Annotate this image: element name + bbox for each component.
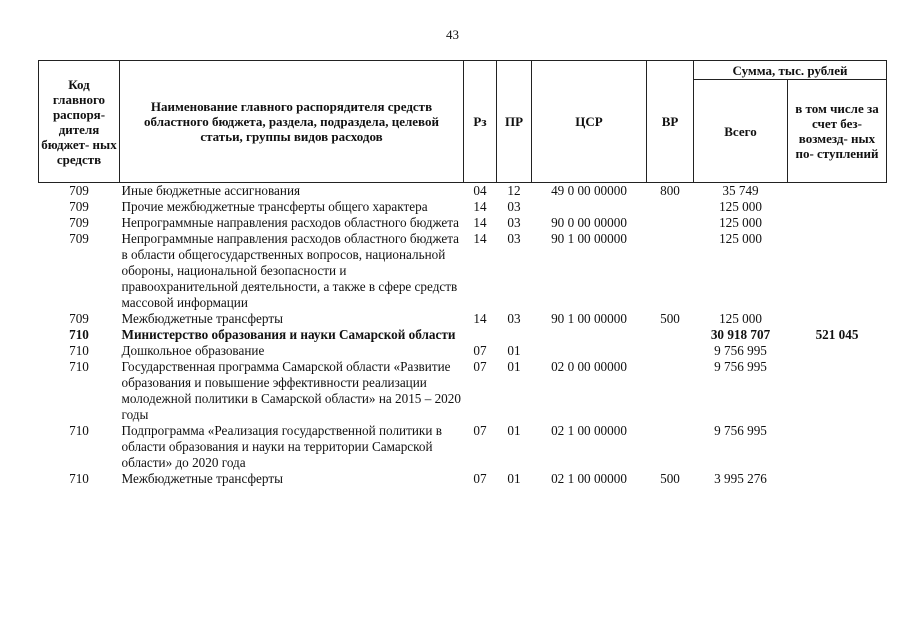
table-row — [39, 471, 887, 487]
cell-name: Прочие межбюджетные трансферты общего характера — [121, 199, 428, 214]
cell-csr: 02 1 00 00000 — [551, 471, 627, 486]
cell-pr: 03 — [507, 215, 521, 230]
cell-vr: 800 — [660, 183, 680, 198]
cell-pr: 01 — [507, 423, 521, 438]
table-row — [39, 183, 887, 200]
header-csr: ЦСР — [532, 61, 647, 183]
table-body — [39, 183, 887, 488]
cell-code: 710 — [69, 471, 89, 486]
cell-name: Государственная программа Самарской области «Развитие образования и повышение эффективности реализации молодежной политики в Самарской области» на 2015 – 2020 годы — [121, 359, 461, 422]
cell-csr — [532, 343, 647, 359]
cell-gratis — [788, 199, 887, 215]
cell-rz: 07 — [473, 471, 487, 486]
cell-rz — [464, 327, 497, 343]
cell-rz: 04 — [473, 183, 487, 198]
cell-vr — [647, 199, 694, 215]
cell-total: 125 000 — [719, 311, 762, 326]
cell-gratis — [788, 183, 887, 200]
cell-name: Министерство образования и науки Самарской области — [121, 327, 456, 342]
cell-total: 125 000 — [719, 199, 762, 214]
cell-code: 709 — [69, 215, 89, 230]
table-row — [39, 215, 887, 231]
cell-total: 9 756 995 — [714, 343, 767, 358]
header-total: Всего — [694, 80, 788, 183]
cell-gratis — [788, 231, 887, 311]
cell-gratis — [788, 423, 887, 471]
cell-gratis: 521 045 — [815, 327, 859, 342]
cell-rz: 14 — [473, 215, 487, 230]
cell-name: Дошкольное образование — [121, 343, 265, 358]
cell-pr: 01 — [507, 343, 521, 358]
table-row — [39, 359, 887, 423]
cell-pr: 03 — [507, 231, 521, 246]
header-sum: Сумма, тыс. рублей — [694, 61, 887, 80]
cell-csr: 02 1 00 00000 — [551, 423, 627, 438]
cell-pr: 03 — [507, 199, 521, 214]
table-row — [39, 343, 887, 359]
cell-gratis — [788, 471, 887, 487]
cell-total: 9 756 995 — [714, 423, 767, 438]
header-name: Наименование главного распорядителя средств областного бюджета, раздела, подраздела, целевой статьи, группы видов расходов — [120, 61, 464, 183]
cell-code: 710 — [69, 343, 89, 358]
cell-total: 30 918 707 — [710, 327, 771, 342]
header-pr: ПР — [497, 61, 532, 183]
cell-vr — [647, 215, 694, 231]
header-gratis: в том числе за счет без- возмезд- ных по- ступлений — [788, 80, 887, 183]
cell-name: Непрограммные направления расходов областного бюджета в области общегосударственных вопросов, национальной обороны, национальной безопасности и правоохранительной деятельности, а также в сфере средств массовой информации — [121, 231, 460, 310]
cell-rz: 07 — [473, 343, 487, 358]
table-row — [39, 231, 887, 311]
cell-rz: 07 — [473, 423, 487, 438]
cell-total: 3 995 276 — [714, 471, 767, 486]
cell-total: 125 000 — [719, 215, 762, 230]
cell-csr — [532, 199, 647, 215]
cell-total: 9 756 995 — [714, 359, 767, 374]
cell-csr: 90 1 00 00000 — [551, 231, 627, 246]
cell-pr: 03 — [507, 311, 521, 326]
cell-name: Иные бюджетные ассигнования — [121, 183, 301, 198]
table-row — [39, 423, 887, 471]
cell-vr: 500 — [660, 311, 680, 326]
cell-gratis — [788, 311, 887, 327]
table-row — [39, 327, 887, 343]
cell-vr — [647, 343, 694, 359]
header-rz: Рз — [464, 61, 497, 183]
cell-csr: 90 0 00 00000 — [551, 215, 627, 230]
cell-rz: 14 — [473, 231, 487, 246]
cell-total: 35 749 — [722, 183, 759, 198]
cell-gratis — [788, 343, 887, 359]
cell-vr: 500 — [660, 471, 680, 486]
table-row — [39, 311, 887, 327]
cell-code: 710 — [69, 327, 89, 342]
cell-code: 710 — [69, 423, 89, 438]
cell-code: 709 — [69, 199, 89, 214]
budget-table — [38, 60, 887, 487]
cell-rz: 07 — [473, 359, 487, 374]
cell-vr — [647, 231, 694, 311]
header-vr: ВР — [647, 61, 694, 183]
cell-gratis — [788, 359, 887, 423]
table-header — [39, 61, 887, 183]
cell-code: 710 — [69, 359, 89, 374]
page-number: 43 — [446, 27, 459, 42]
cell-total: 125 000 — [719, 231, 762, 246]
cell-vr — [647, 359, 694, 423]
cell-pr: 01 — [507, 471, 521, 486]
cell-csr: 49 0 00 00000 — [551, 183, 627, 198]
table-row — [39, 199, 887, 215]
cell-pr — [497, 327, 532, 343]
cell-name: Межбюджетные трансферты — [121, 311, 283, 326]
cell-csr: 02 0 00 00000 — [551, 359, 627, 374]
cell-pr: 01 — [507, 359, 521, 374]
cell-name: Подпрограмма «Реализация государственной политики в области образования и науки на территории Самарской области» до 2020 года — [121, 423, 442, 470]
cell-code: 709 — [69, 231, 89, 246]
cell-rz: 14 — [473, 311, 487, 326]
cell-pr: 12 — [507, 183, 521, 198]
cell-name: Межбюджетные трансферты — [121, 471, 283, 486]
cell-code: 709 — [69, 183, 89, 198]
cell-csr — [532, 327, 647, 343]
header-code: Код главного распоря- дителя бюджет- ных средств — [39, 61, 120, 183]
cell-gratis — [788, 215, 887, 231]
cell-code: 709 — [69, 311, 89, 326]
cell-vr — [647, 327, 694, 343]
cell-vr — [647, 423, 694, 471]
cell-csr: 90 1 00 00000 — [551, 311, 627, 326]
cell-name: Непрограммные направления расходов областного бюджета — [121, 215, 460, 230]
cell-rz: 14 — [473, 199, 487, 214]
